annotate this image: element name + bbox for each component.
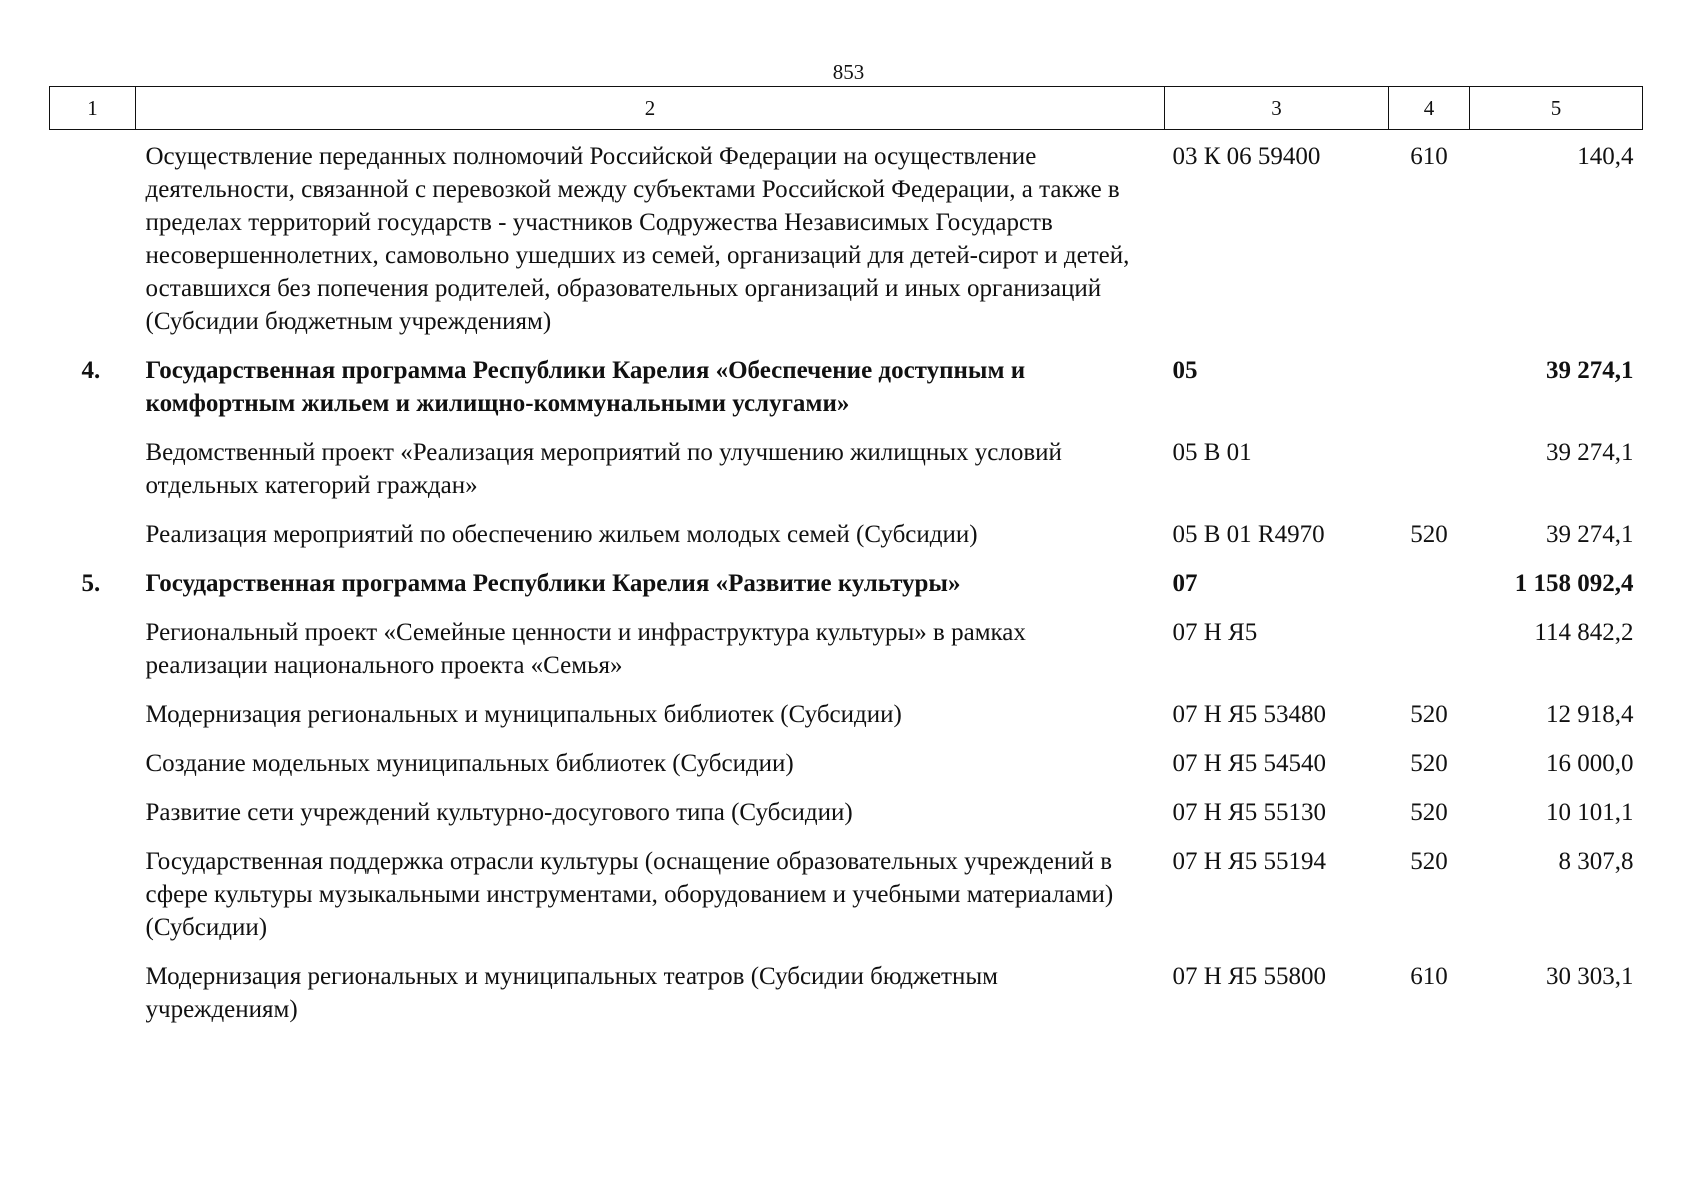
row-sum: 140,4 xyxy=(1577,143,1634,170)
row-sum: 39 274,1 xyxy=(1546,357,1634,384)
row-number: 4. xyxy=(81,357,101,384)
table-row xyxy=(50,960,1643,1042)
row-number xyxy=(50,436,136,518)
row-type: 520 xyxy=(1410,750,1448,777)
row-code: 07 Н Я5 xyxy=(1172,619,1258,646)
row-name: Создание модельных муниципальных библиотек (Субсидии) xyxy=(145,750,794,777)
row-number xyxy=(50,796,136,845)
table-header xyxy=(50,87,1643,130)
row-type xyxy=(1389,567,1470,616)
row-name: Государственная программа Республики Карелия «Развитие культуры» xyxy=(145,570,961,597)
row-sum: 1 158 092,4 xyxy=(1514,570,1634,597)
row-sum: 30 303,1 xyxy=(1546,963,1634,990)
row-number xyxy=(50,130,136,355)
header-col-5: 5 xyxy=(1470,87,1643,130)
row-number xyxy=(50,518,136,567)
row-type: 520 xyxy=(1410,848,1448,875)
row-name: Модернизация региональных и муниципальных библиотек (Субсидии) xyxy=(145,701,902,728)
row-type: 520 xyxy=(1410,799,1448,826)
row-name: Региональный проект «Семейные ценности и инфраструктура культуры» в рамках реализации национального проекта «Семья» xyxy=(145,619,1026,679)
table-row xyxy=(50,747,1643,796)
row-name: Государственная поддержка отрасли культуры (оснащение образовательных учреждений в сфере культуры музыкальными инструментами, оборудованием и учебными материалами) (Субсидии) xyxy=(145,848,1114,941)
row-name: Государственная программа Республики Карелия «Обеспечение доступным и комфортным жильем и жилищно-коммунальными услугами» xyxy=(145,357,1026,417)
row-number xyxy=(50,616,136,698)
row-sum: 39 274,1 xyxy=(1546,521,1634,548)
row-code: 05 xyxy=(1172,357,1198,384)
row-name: Ведомственный проект «Реализация мероприятий по улучшению жилищных условий отдельных категорий граждан» xyxy=(145,439,1062,499)
table-row xyxy=(50,130,1643,355)
table-row xyxy=(50,845,1643,960)
row-name: Модернизация региональных и муниципальных театров (Субсидии бюджетным учреждениям) xyxy=(145,963,998,1023)
row-number xyxy=(50,960,136,1042)
row-code: 07 xyxy=(1172,570,1198,597)
row-name: Развитие сети учреждений культурно-досугового типа (Субсидии) xyxy=(145,799,853,826)
header-col-2: 2 xyxy=(136,87,1165,130)
row-sum: 39 274,1 xyxy=(1546,439,1634,466)
row-sum: 10 101,1 xyxy=(1546,799,1634,826)
row-code: 07 Н Я5 53480 xyxy=(1172,701,1326,728)
header-col-4: 4 xyxy=(1389,87,1470,130)
row-type xyxy=(1389,616,1470,698)
row-code: 07 Н Я5 55194 xyxy=(1172,848,1326,875)
row-name: Реализация мероприятий по обеспечению жильем молодых семей (Субсидии) xyxy=(145,521,978,548)
row-number xyxy=(50,845,136,960)
row-sum: 12 918,4 xyxy=(1546,701,1634,728)
row-type: 520 xyxy=(1410,521,1448,548)
row-code: 07 Н Я5 55800 xyxy=(1172,963,1326,990)
table-row xyxy=(50,698,1643,747)
row-number: 5. xyxy=(81,570,101,597)
row-type xyxy=(1389,354,1470,436)
row-type: 520 xyxy=(1410,701,1448,728)
header-row xyxy=(50,87,1643,130)
table-row xyxy=(50,616,1643,698)
row-sum: 8 307,8 xyxy=(1558,848,1634,875)
header-col-1: 1 xyxy=(50,87,136,130)
row-code: 07 Н Я5 55130 xyxy=(1172,799,1326,826)
table-row xyxy=(50,436,1643,518)
budget-table xyxy=(49,86,1643,1042)
row-code: 05 В 01 R4970 xyxy=(1172,521,1325,548)
program-row xyxy=(50,354,1643,436)
row-code: 07 Н Я5 54540 xyxy=(1172,750,1326,777)
row-number xyxy=(50,747,136,796)
row-sum: 16 000,0 xyxy=(1546,750,1634,777)
row-type: 610 xyxy=(1410,143,1448,170)
row-code: 05 В 01 xyxy=(1172,439,1252,466)
program-row xyxy=(50,567,1643,616)
page-number: 853 xyxy=(832,60,865,84)
header-col-3: 3 xyxy=(1165,87,1389,130)
row-type xyxy=(1389,436,1470,518)
table-body xyxy=(50,130,1643,1043)
row-sum: 114 842,2 xyxy=(1534,619,1634,646)
row-number xyxy=(50,698,136,747)
table-row xyxy=(50,796,1643,845)
row-name: Осуществление переданных полномочий Российской Федерации на осуществление деятельности, связанной с перевозкой между субъектами Российской Федерации, а также в пределах территорий государств - участников Содружества Независимых Государств несовершеннолетних, самовольно ушедших из семей, организаций для детей-сирот и детей, оставшихся без попечения родителей, образовательных организаций и иных организаций (Субсидии бюджетным учреждениям) xyxy=(145,143,1130,335)
row-code: 03 К 06 59400 xyxy=(1172,143,1321,170)
row-type: 610 xyxy=(1410,963,1448,990)
table-row xyxy=(50,518,1643,567)
